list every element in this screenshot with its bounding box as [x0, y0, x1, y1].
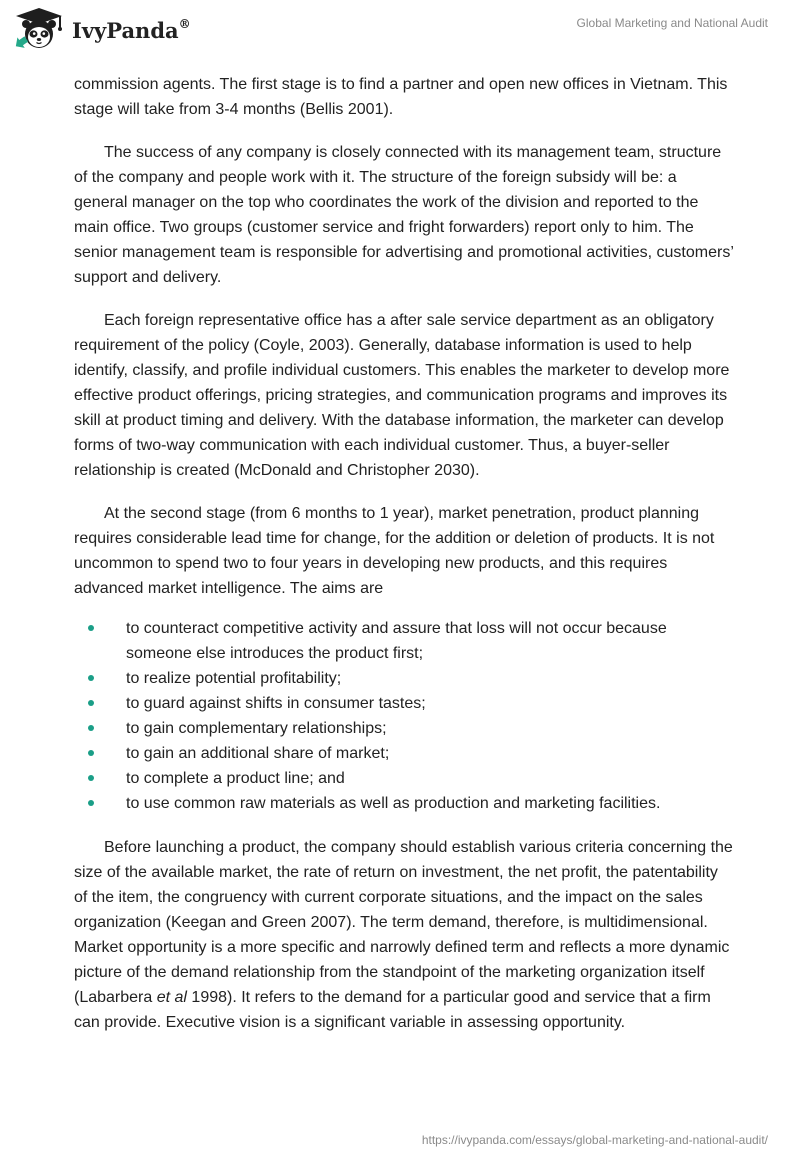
aims-list	[74, 616, 734, 816]
italic-citation: et al	[156, 989, 187, 1006]
source-url-link[interactable]: https://ivypanda.com/essays/global-marketing-and-national-audit/	[421, 1133, 768, 1147]
list-item: to gain an additional share of market;	[74, 741, 734, 766]
brand-logo[interactable]	[12, 6, 191, 50]
paragraph-text: Before launching a product, the company should establish various criteria concerning the size of the available market, the rate of return on investment, the net profit, the patentability of the item, the congruency with current corporate situations, and the impact on the sales organization (Keegan and Green 2007). The term demand, therefore, is multidimensional. Market opportunity is a more specific and narrowly defined term and reflects a more dynamic picture of the demand relationship from the standpoint of the marketing organization itself (Labarbera	[74, 839, 733, 1006]
brand-name: IvyPanda®	[72, 16, 191, 43]
essay-body	[74, 72, 734, 1053]
document-title: Global Marketing and National Audit	[576, 16, 768, 30]
list-item: to realize potential profitability;	[74, 666, 734, 691]
panda-graduation-cap-icon	[12, 6, 66, 50]
list-item: to gain complementary relationships;	[74, 716, 734, 741]
list-item: to use common raw materials as well as production and marketing facilities.	[74, 791, 734, 816]
paragraph	[74, 835, 734, 1035]
paragraph: commission agents. The first stage is to find a partner and open new offices in Vietnam. This stage will take from 3-4 months (Bellis 2001).	[74, 76, 728, 118]
list-item: to complete a product line; and	[74, 766, 734, 791]
paragraph: At the second stage (from 6 months to 1 year), market penetration, product planning requires considerable lead time for change, for the addition or deletion of products. It is not uncommon to spend two to four years in developing new products, and this requires advanced market intelligence. The aims are	[74, 505, 715, 597]
list-item: to guard against shifts in consumer tastes;	[74, 691, 734, 716]
page-header	[0, 0, 800, 60]
list-item: to counteract competitive activity and assure that loss will not occur because someone else introduces the product first;	[74, 616, 734, 666]
paragraph: The success of any company is closely connected with its management team, structure of the company and people work with it. The structure of the foreign subsidy will be: a general manager on the top who coordinates the work of the division and reported to the main office. Two groups (customer service and fright forwarders) report only to him. The senior management team is responsible for advertising and promotional activities, customers’ support and delivery.	[74, 144, 734, 286]
paragraph-text: 1998). It refers to the demand for a particular good and service that a firm can provide. Executive vision is a significant variable in assessing opportunity.	[74, 989, 711, 1031]
paragraph: Each foreign representative office has a after sale service department as an obligatory requirement of the policy (Coyle, 2003). Generally, database information is used to help identify, classify, and profile individual customers. This enables the marketer to develop more effective product offerings, pricing strategies, and communication programs and improves its skill at product timing and delivery. With the database information, the marketer can develop forms of two-way communication with each individual customer. Thus, a buyer-seller relationship is created (McDonald and Christopher 2030).	[74, 312, 730, 479]
registered-mark: ®	[178, 16, 191, 31]
